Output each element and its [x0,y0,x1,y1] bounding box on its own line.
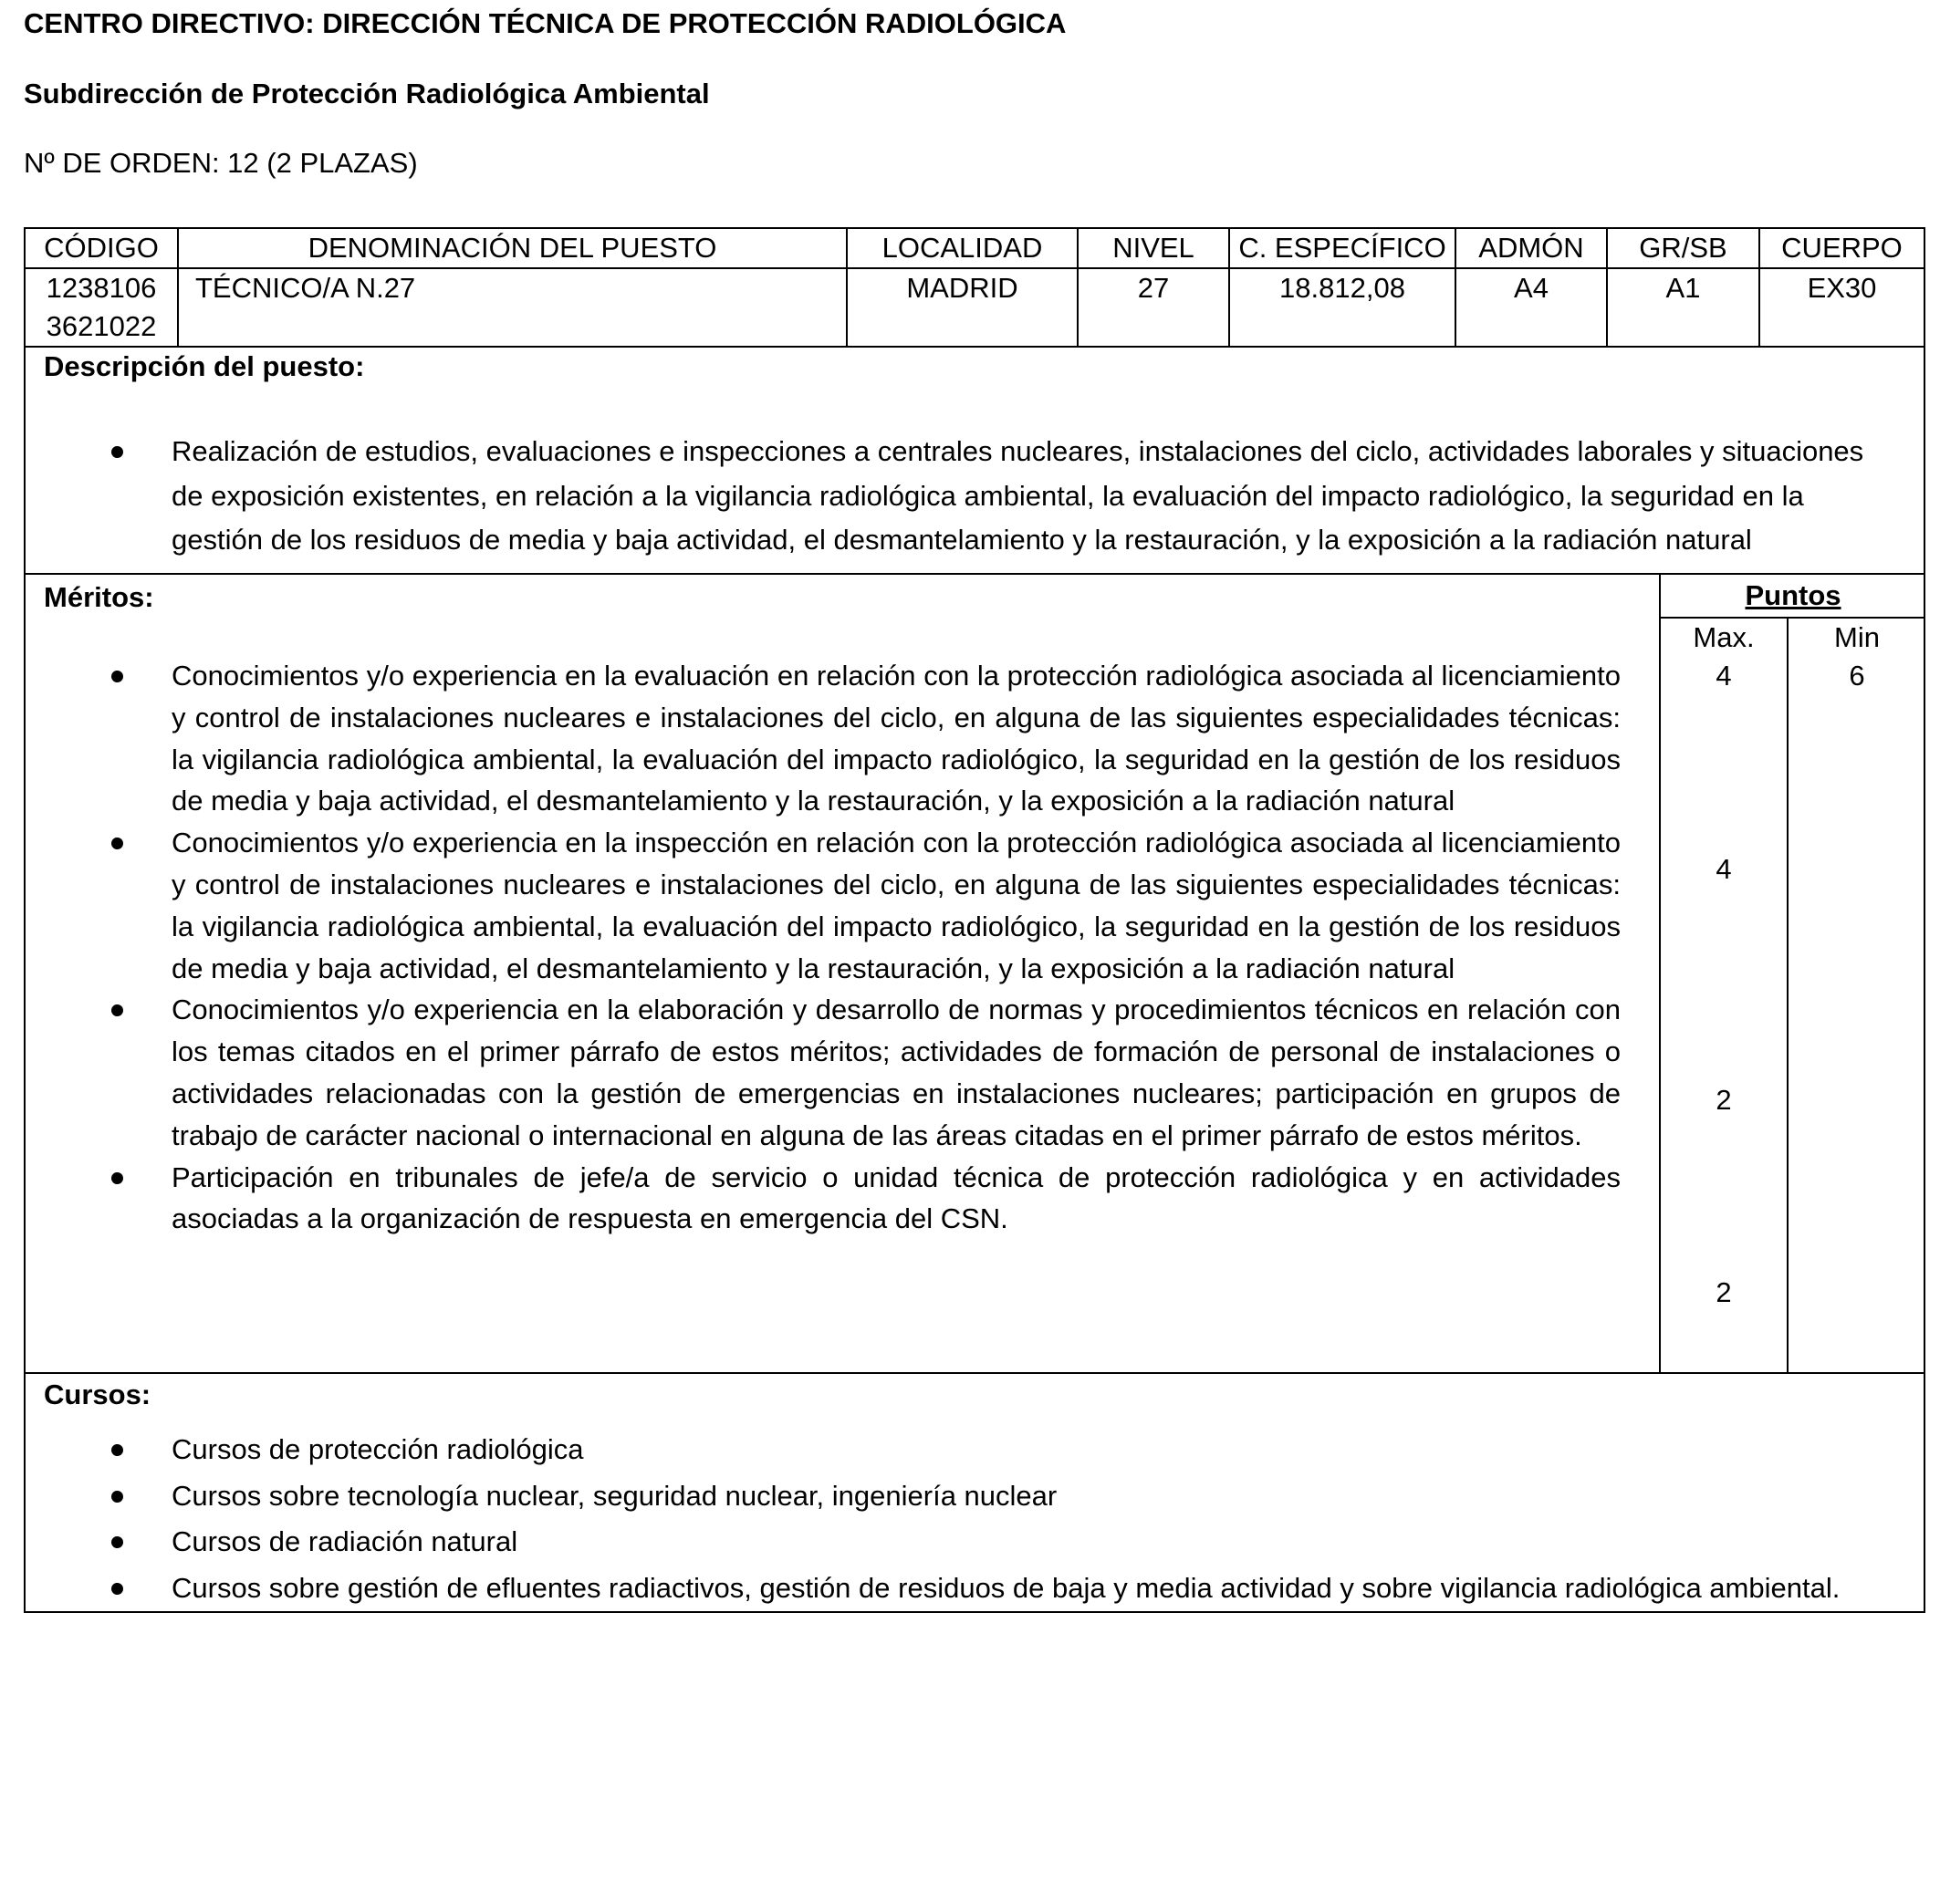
merito-item-text: Participación en tribunales de jefe/a de servicio o unidad técnica de protección radiológica y en actividades asociadas a la organización de respuesta en emergencia del CSN. [172,1160,1621,1235]
table-header-row [25,228,1924,268]
col-header-especifico: C. ESPECÍFICO [1229,228,1455,268]
cell-grsb: A1 [1607,268,1759,347]
curso-item-text: Cursos de protección radiológica [172,1433,584,1465]
bullet-icon [111,1536,123,1548]
max-value-4: 2 [1716,1276,1732,1308]
col-header-nivel: NIVEL [1078,228,1229,268]
puntos-columns [1661,619,1925,1372]
cursos-list [26,1427,1905,1611]
max-value-3: 2 [1716,1084,1732,1116]
bullet-icon [111,1004,123,1016]
bullet-icon [111,1444,123,1456]
table-row [25,268,1924,347]
list-item [26,1566,1905,1612]
list-item [26,1157,1621,1241]
col-header-codigo: CÓDIGO [25,228,178,268]
min-value: 6 [1849,660,1865,692]
meritos-row [25,574,1924,1373]
min-label: Min [1834,621,1880,653]
col-header-admon: ADMÓN [1455,228,1607,268]
meritos-list [26,655,1621,1240]
col-header-cuerpo: CUERPO [1759,228,1924,268]
col-header-denominacion: DENOMINACIÓN DEL PUESTO [178,228,847,268]
cell-especifico: 18.812,08 [1229,268,1455,347]
list-item [26,655,1621,822]
descripcion-section [25,347,1924,574]
cursos-section [25,1373,1924,1612]
cell-codigo [25,268,178,347]
subdireccion-heading: Subdirección de Protección Radiológica Ambiental [24,78,710,109]
col-header-localidad: LOCALIDAD [847,228,1078,268]
cell-admon: A4 [1455,268,1607,347]
bullet-icon [111,446,123,458]
descripcion-label: Descripción del puesto: [44,350,365,382]
cell-localidad: MADRID [847,268,1078,347]
cell-denominacion: TÉCNICO/A N.27 [178,268,847,347]
col-header-grsb: GR/SB [1607,228,1759,268]
cursos-label: Cursos: [44,1379,151,1410]
curso-item-text: Cursos sobre gestión de efluentes radiactivos, gestión de residuos de baja y media actividad y sobre vigilancia radiológica ambiental. [172,1571,1841,1604]
bullet-icon [111,838,123,849]
descripcion-item-text: Realización de estudios, evaluaciones e inspecciones a centrales nucleares, instalaciones del ciclo, actividades laborales y situaciones de exposición existentes, en relación a la vigilancia radiológica ambiental, la evaluación del impacto radiológico, la seguridad en la gestión de los residuos de media y baja actividad, el desmantelamiento y la restauración, y la exposición a la radiación natural [172,435,1864,556]
cell-cuerpo: EX30 [1759,268,1924,347]
descripcion-row [25,347,1924,574]
bullet-icon [111,1491,123,1503]
max-value-1: 4 [1716,660,1732,692]
column-divider [1787,619,1789,1372]
cell-nivel: 27 [1078,268,1229,347]
list-item [26,1473,1905,1520]
codigo-line-1: 1238106 [46,272,157,304]
merito-item-text: Conocimientos y/o experiencia en la elaboración y desarrollo de normas y procedimientos técnicos en relación con los temas citados en el primer párrafo de estos méritos; actividades de formación de personal de instalaciones o actividades relacionadas con la gestión de emergencias en instalaciones nucleares; participación en grupos de trabajo de carácter nacional o internacional en alguna de las áreas citadas en el primer párrafo de estos méritos. [172,994,1621,1151]
meritos-section [25,574,1924,1373]
list-item [26,1519,1905,1566]
codigo-line-2: 3621022 [46,310,157,342]
merito-item-text: Conocimientos y/o experiencia en la evaluación en relación con la protección radiológica asociada al licenciamiento y control de instalaciones nucleares e instalaciones del ciclo, en alguna de las siguientes especialidades técnicas: la vigilancia radiológica ambiental, la evaluación del impacto radiológico, la seguridad en la gestión de los residuos de media y baja actividad, el desmantelamiento y la restauración, y la exposición a la radiación natural [172,660,1621,817]
bullet-icon [111,1172,123,1184]
list-item [26,1427,1905,1473]
meritos-label: Méritos: [44,581,154,613]
cursos-row [25,1373,1924,1612]
bullet-icon [111,671,123,682]
curso-item-text: Cursos de radiación natural [172,1525,518,1557]
list-item [26,430,1896,563]
max-value-2: 4 [1716,853,1732,885]
descripcion-list [26,430,1896,563]
centro-directivo-heading: CENTRO DIRECTIVO: DIRECCIÓN TÉCNICA DE PROTECCIÓN RADIOLÓGICA [24,7,1067,39]
list-item [26,989,1621,1156]
list-item [26,822,1621,989]
merito-item-text: Conocimientos y/o experiencia en la inspección en relación con la protección radiológica asociada al licenciamiento y control de instalaciones nucleares e instalaciones del ciclo, en alguna de las siguientes especialidades técnicas: la vigilancia radiológica ambiental, la evaluación del impacto radiológico, la seguridad en la gestión de los residuos de media y baja actividad, el desmantelamiento y la restauración, y la exposición a la radiación natural [172,827,1621,984]
puntos-box [1659,575,1925,1372]
curso-item-text: Cursos sobre tecnología nuclear, seguridad nuclear, ingeniería nuclear [172,1479,1058,1512]
numero-orden: Nº DE ORDEN: 12 (2 PLAZAS) [24,147,418,179]
puntos-header: Puntos [1661,575,1925,619]
max-label: Max. [1693,621,1755,653]
bullet-icon [111,1583,123,1595]
puesto-table [24,227,1925,1613]
